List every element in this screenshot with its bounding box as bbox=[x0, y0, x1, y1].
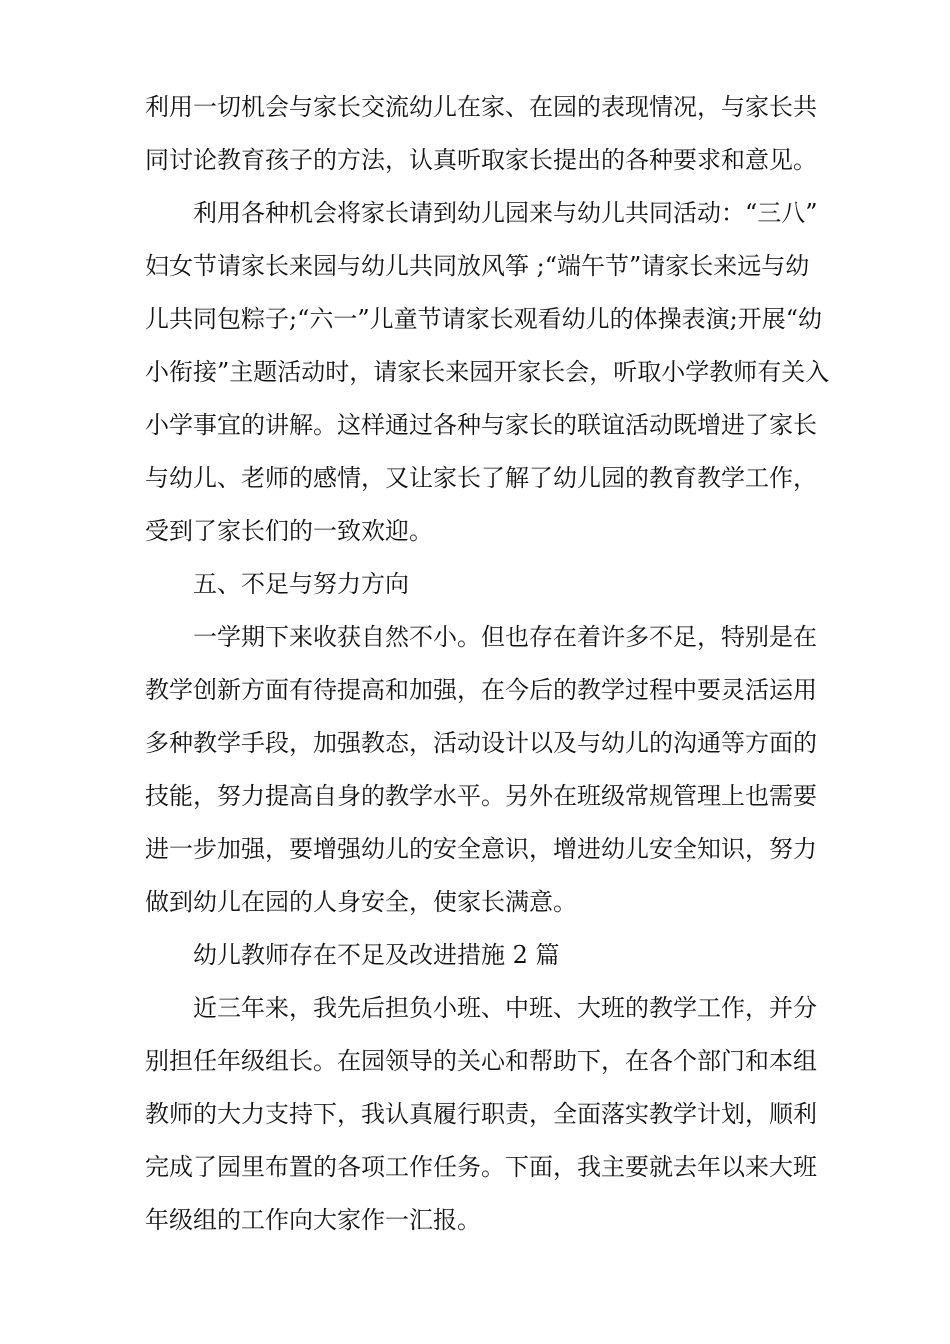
paragraph-1-line-2: 同讨论教育孩子的方法，认真听取家长提出的各种要求和意见。 bbox=[145, 146, 817, 174]
paragraph-4-line-2: 别担任年级组长。在园领导的关心和帮助下，在各个部门和本组 bbox=[145, 1047, 817, 1075]
paragraph-2-line-4: 小衔接”主题活动时，请家长来园开家长会，听取小学教师有关入 bbox=[145, 358, 830, 386]
paragraph-2-line-7: 受到了家长们的一致欢迎。 bbox=[145, 517, 433, 545]
paragraph-1-line-1: 利用一切机会与家长交流幼儿在家、在园的表现情况，与家长共 bbox=[145, 93, 817, 121]
paragraph-2-line-3: 儿共同包粽子;“六一”儿童节请家长观看幼儿的体操表演;开展“幼 bbox=[145, 305, 822, 333]
article-title-2: 幼儿教师存在不足及改进措施 2 篇 bbox=[193, 941, 560, 969]
paragraph-2-line-1: 利用各种机会将家长请到幼儿园来与幼儿共同活动：“三八” bbox=[193, 199, 818, 227]
paragraph-4-line-3: 教师的大力支持下，我认真履行职责，全面落实教学计划，顺利 bbox=[145, 1100, 817, 1128]
paragraph-2-line-5: 小学事宜的讲解。这样通过各种与家长的联谊活动既增进了家长 bbox=[145, 411, 817, 439]
paragraph-4-line-1: 近三年来，我先后担负小班、中班、大班的教学工作，并分 bbox=[193, 994, 817, 1022]
paragraph-3-line-3: 多种教学手段，加强教态，活动设计以及与幼儿的沟通等方面的 bbox=[145, 729, 817, 757]
paragraph-3-line-5: 进一步加强，要增强幼儿的安全意识，增进幼儿安全知识，努力 bbox=[145, 835, 817, 863]
paragraph-3-line-4: 技能，努力提高自身的教学水平。另外在班级常规管理上也需要 bbox=[145, 782, 817, 810]
paragraph-3-line-1: 一学期下来收获自然不小。但也存在着许多不足，特别是在 bbox=[193, 623, 817, 651]
paragraph-2-line-2: 妇女节请家长来园与幼儿共同放风筝 ;“端午节”请家长来远与幼 bbox=[145, 252, 810, 280]
paragraph-3-line-6: 做到幼儿在园的人身安全，使家长满意。 bbox=[145, 888, 577, 916]
paragraph-2-line-6: 与幼儿、老师的感情，又让家长了解了幼儿园的教育教学工作， bbox=[145, 464, 817, 492]
paragraph-4-line-4: 完成了园里布置的各项工作任务。下面，我主要就去年以来大班 bbox=[145, 1153, 817, 1181]
paragraph-4-line-5: 年级组的工作向大家作一汇报。 bbox=[145, 1206, 481, 1234]
paragraph-3-line-2: 教学创新方面有待提高和加强，在今后的教学过程中要灵活运用 bbox=[145, 676, 817, 704]
section-heading-5: 五、不足与努力方向 bbox=[193, 570, 409, 598]
